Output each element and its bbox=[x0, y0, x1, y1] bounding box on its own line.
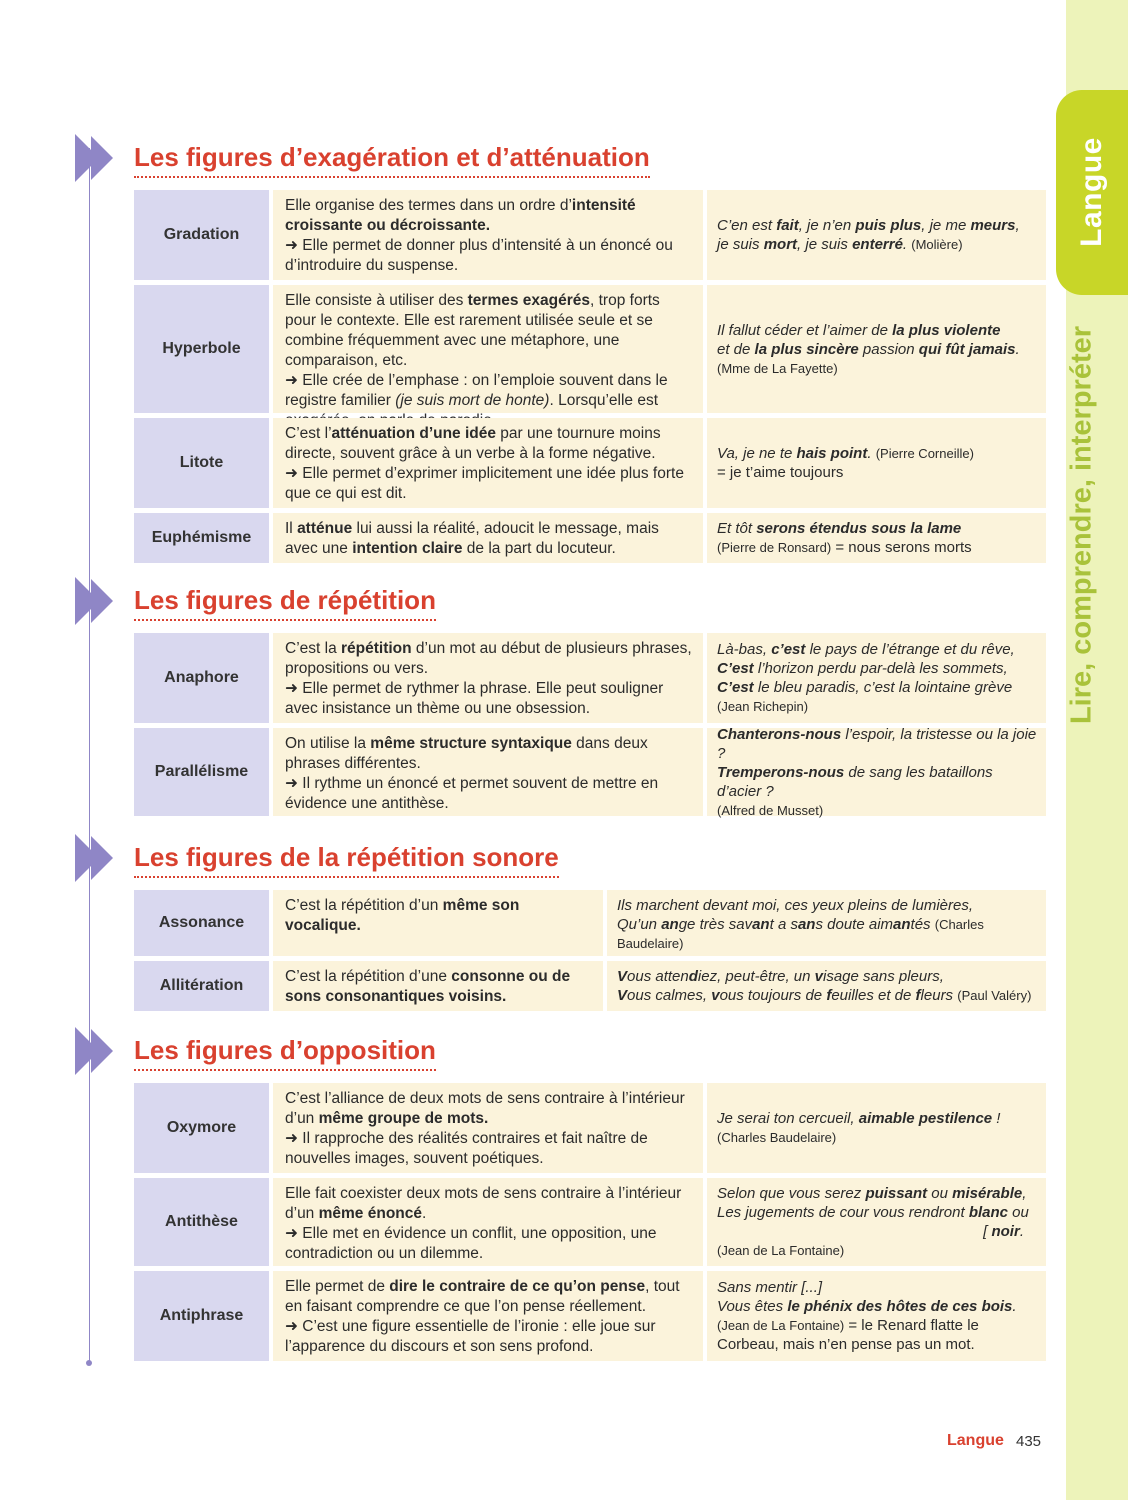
definition-text bbox=[285, 967, 593, 1007]
text-segment: C’est l’alliance de deux mots de sens contraire à l’intérieur d’un bbox=[285, 1090, 685, 1127]
text-segment: Ils marchent devant moi, ces yeux pleins de lumières, bbox=[617, 897, 973, 914]
text-line bbox=[717, 235, 1038, 254]
section-heading: Les figures d’exagération et d’atténuation bbox=[134, 142, 650, 178]
text-segment: C’est bbox=[717, 679, 754, 696]
text-segment: la plus violente bbox=[892, 321, 1001, 339]
text-line bbox=[285, 774, 693, 814]
text-segment: d’un mot au début de plusieurs phrases, propositions ou vers. bbox=[285, 640, 692, 677]
text-line bbox=[285, 236, 693, 276]
text-segment: (Mme de La Fayette) bbox=[717, 360, 838, 376]
text-segment: On utilise la bbox=[285, 735, 371, 752]
example-text bbox=[717, 216, 1038, 254]
text-line bbox=[717, 1278, 1038, 1297]
text-segment: (Jean de La Fontaine) bbox=[717, 1318, 845, 1333]
text-segment: an bbox=[893, 916, 911, 933]
text-segment: Elle fait coexister deux mots de sens contraire à l’intérieur d’un bbox=[285, 1185, 682, 1222]
text-line bbox=[285, 1089, 693, 1129]
text-line bbox=[285, 1129, 693, 1169]
text-line bbox=[617, 896, 1038, 915]
term-cell: Anaphore bbox=[134, 633, 269, 723]
text-segment: f bbox=[915, 987, 921, 1004]
text-segment: Vous êtes bbox=[717, 1298, 788, 1315]
text-segment: = le Renard flatte le Corbeau, mais n’en pense pas un mot. bbox=[717, 1317, 979, 1353]
text-segment: meurs bbox=[970, 217, 1016, 234]
text-line bbox=[717, 801, 1038, 820]
definition-cell bbox=[273, 513, 703, 563]
text-segment: dire le contraire de ce qu’on pense bbox=[389, 1278, 646, 1295]
text-segment: Il bbox=[285, 520, 298, 537]
example-cell bbox=[707, 190, 1046, 280]
text-line bbox=[717, 659, 1038, 678]
term-cell: Hyperbole bbox=[134, 285, 269, 413]
page-number: 435 bbox=[1016, 1433, 1042, 1450]
table-row bbox=[134, 1083, 1046, 1173]
term-cell: Parallélisme bbox=[134, 728, 269, 816]
text-segment: , bbox=[1022, 1185, 1027, 1202]
text-segment: Qu’un bbox=[617, 916, 662, 933]
term-cell: Antiphrase bbox=[134, 1271, 269, 1361]
example-text bbox=[617, 896, 1038, 953]
text-line bbox=[717, 678, 1038, 697]
term-cell: Gradation bbox=[134, 190, 269, 280]
text-line bbox=[717, 763, 1038, 801]
definition-text bbox=[285, 424, 693, 504]
text-segment: ➜ Il rapproche des réalités contraires et fait naître de nouvelles images, souvent poétiques. bbox=[285, 1130, 648, 1167]
text-line bbox=[617, 967, 1038, 986]
text-segment: ous toujours de bbox=[719, 987, 827, 1004]
text-segment: Va, je ne te bbox=[717, 445, 797, 462]
text-segment: (Pierre de Ronsard) bbox=[717, 540, 832, 555]
text-segment: ➜ Elle crée de l’emphase : on l’emploie souvent dans le registre familier bbox=[285, 372, 668, 409]
text-line bbox=[285, 967, 593, 1007]
text-segment: mort bbox=[763, 236, 798, 253]
text-line bbox=[717, 1241, 1038, 1260]
text-segment: noir bbox=[991, 1223, 1020, 1240]
example-text bbox=[717, 1278, 1038, 1354]
text-segment: v bbox=[814, 968, 823, 985]
text-line bbox=[285, 519, 693, 559]
example-cell bbox=[607, 890, 1046, 956]
chevron-right-icon bbox=[75, 134, 123, 182]
table-row bbox=[134, 890, 1046, 956]
definition-text bbox=[285, 196, 693, 276]
text-segment: , bbox=[1015, 217, 1020, 234]
text-segment: euilles et de bbox=[831, 987, 916, 1004]
text-segment: enterré bbox=[852, 236, 903, 253]
text-segment: an bbox=[797, 916, 816, 933]
text-segment: = nous serons morts bbox=[831, 539, 972, 556]
text-segment: répétition bbox=[341, 640, 412, 657]
text-segment: (Pierre Corneille) bbox=[875, 446, 974, 461]
text-segment: le phénix des hôtes de ces bois bbox=[787, 1298, 1013, 1315]
text-segment: . Lorsqu’elle est bbox=[549, 392, 659, 409]
text-segment: serons étendus sous la lame bbox=[756, 520, 962, 537]
text-segment: (Paul Valéry) bbox=[957, 988, 1032, 1003]
text-segment: , je n’en bbox=[798, 217, 856, 234]
text-segment: Elle consiste à utiliser des bbox=[285, 292, 468, 309]
term-cell: Oxymore bbox=[134, 1083, 269, 1173]
text-segment: . bbox=[422, 1205, 427, 1222]
text-segment: Je serai ton cercueil, bbox=[717, 1110, 859, 1127]
text-segment: par une tournure moins directe, souvent grâce à un verbe à la forme négative. bbox=[285, 425, 661, 462]
timeline-line bbox=[89, 148, 90, 1363]
sidebar-tab-langue[interactable] bbox=[1056, 90, 1128, 295]
text-line bbox=[285, 1277, 693, 1317]
text-segment: s doute aim bbox=[815, 916, 894, 933]
text-segment: puissant bbox=[865, 1185, 928, 1202]
text-segment: puis plus bbox=[855, 217, 922, 234]
text-segment: aimable pestilence bbox=[858, 1110, 993, 1127]
text-segment: C’est la répétition d’un bbox=[285, 897, 443, 914]
text-segment: de sang les bataillons d’acier ? bbox=[717, 763, 993, 800]
text-segment: (je suis mort de honte) bbox=[395, 392, 550, 409]
chevron-right-icon bbox=[75, 1027, 123, 1075]
section-heading: Les figures de la répétition sonore bbox=[134, 842, 559, 878]
text-segment: Il fallut céder et l’aimer de bbox=[717, 321, 893, 339]
text-segment: C’est la bbox=[285, 640, 341, 657]
term-cell: Assonance bbox=[134, 890, 269, 956]
text-segment: C’est bbox=[717, 660, 754, 677]
text-segment: même énoncé bbox=[318, 1205, 423, 1222]
text-segment: qui fût jamais bbox=[918, 340, 1016, 358]
text-segment: fait bbox=[776, 217, 799, 234]
text-line bbox=[285, 639, 693, 679]
text-segment: intention claire bbox=[352, 540, 463, 557]
table-row bbox=[134, 1178, 1046, 1266]
table-row bbox=[134, 1271, 1046, 1361]
definition-text bbox=[285, 1089, 693, 1169]
table-row bbox=[134, 513, 1046, 563]
footer-label: Langue bbox=[947, 1432, 1004, 1449]
text-segment: le bleu paradis, c’est la lointaine grève bbox=[753, 679, 1013, 696]
table-row bbox=[134, 725, 1046, 818]
definition-cell bbox=[273, 190, 703, 280]
text-segment: et de bbox=[717, 340, 755, 358]
sidebar-section-title: Lire, comprendre, interpréter bbox=[1065, 325, 1098, 725]
text-segment: ge très sav bbox=[678, 916, 753, 933]
text-segment: . bbox=[867, 445, 876, 462]
example-cell bbox=[707, 633, 1046, 723]
example-text bbox=[717, 321, 1038, 378]
definition-cell bbox=[273, 1178, 703, 1266]
definition-cell bbox=[273, 961, 603, 1011]
table-row bbox=[134, 285, 1046, 413]
text-line bbox=[717, 640, 1038, 659]
figures-table bbox=[134, 890, 1046, 1011]
text-line bbox=[717, 321, 1038, 340]
text-segment: tés bbox=[910, 916, 935, 933]
definition-text bbox=[285, 734, 693, 814]
text-segment: Selon que vous serez bbox=[717, 1185, 866, 1202]
text-line bbox=[285, 196, 693, 236]
text-segment: = je t’aime toujours bbox=[717, 464, 844, 481]
definition-cell bbox=[273, 633, 703, 723]
text-segment: atténue bbox=[297, 520, 353, 537]
text-segment: ➜ C’est une figure essentielle de l’ironie : elle joue sur l’apparence du discours et son sens profond. bbox=[285, 1318, 656, 1355]
text-line bbox=[717, 725, 1038, 763]
text-line bbox=[717, 519, 1038, 538]
text-segment: (Alfred de Musset) bbox=[717, 802, 824, 818]
chevron-right-icon bbox=[75, 577, 123, 625]
text-line bbox=[717, 538, 1038, 557]
example-text bbox=[717, 444, 1038, 482]
text-segment: (Jean de La Fontaine) bbox=[717, 1243, 845, 1258]
text-segment: l’espoir, la tristesse ou la joie ? bbox=[717, 725, 1037, 762]
text-line bbox=[285, 734, 693, 774]
example-cell bbox=[707, 513, 1046, 563]
text-segment: C’est la répétition d’une bbox=[285, 968, 452, 985]
text-segment: intensité croissante ou décroissante. bbox=[285, 197, 636, 234]
definition-cell bbox=[273, 418, 703, 508]
definition-text bbox=[285, 896, 593, 936]
example-text bbox=[717, 640, 1038, 716]
example-cell bbox=[707, 285, 1046, 413]
text-segment: t a s bbox=[769, 916, 798, 933]
text-segment: . bbox=[1019, 1223, 1024, 1240]
text-segment: V bbox=[617, 987, 628, 1004]
text-line bbox=[717, 1203, 1038, 1222]
text-segment: C’en est bbox=[717, 217, 777, 234]
term-cell: Antithèse bbox=[134, 1178, 269, 1266]
text-segment: de la part du locuteur. bbox=[462, 540, 616, 557]
text-segment: Les jugements de cour vous rendront bbox=[717, 1204, 969, 1221]
text-segment: ou bbox=[927, 1185, 953, 1202]
example-text bbox=[717, 725, 1038, 820]
text-segment: Elle organise des termes dans un ordre d’ bbox=[285, 197, 572, 214]
text-line bbox=[617, 915, 1038, 953]
text-segment: Elle permet de bbox=[285, 1278, 390, 1295]
text-segment: isage sans pleurs, bbox=[822, 968, 944, 985]
table-row bbox=[134, 418, 1046, 508]
text-line bbox=[717, 1297, 1038, 1316]
figures-table bbox=[134, 190, 1046, 563]
text-line bbox=[285, 464, 693, 504]
example-cell bbox=[607, 961, 1046, 1011]
definition-cell bbox=[273, 1083, 703, 1173]
example-text bbox=[717, 1184, 1038, 1260]
text-segment: l’horizon perdu par-delà les sommets, bbox=[753, 660, 1008, 677]
definition-text bbox=[285, 519, 693, 559]
definition-cell bbox=[273, 1271, 703, 1361]
text-segment: je suis bbox=[717, 236, 764, 253]
text-segment: ➜ Elle permet d’exprimer implicitement une idée plus forte que ce qui est dit. bbox=[285, 465, 684, 502]
example-text bbox=[617, 967, 1038, 1005]
text-segment: ➜ Elle permet de rythmer la phrase. Elle peut souligner avec insistance un thème ou une obsession. bbox=[285, 680, 664, 717]
text-segment: f bbox=[826, 987, 832, 1004]
text-segment: termes exagérés bbox=[467, 292, 591, 309]
text-line bbox=[717, 463, 1038, 482]
text-segment: passion bbox=[858, 340, 919, 358]
text-segment: leurs bbox=[920, 987, 958, 1004]
text-segment: misérable bbox=[952, 1185, 1023, 1202]
table-row bbox=[134, 190, 1046, 280]
text-segment: Sans mentir [...] bbox=[717, 1279, 823, 1296]
example-cell bbox=[707, 418, 1046, 508]
chevron-right-icon bbox=[75, 834, 123, 882]
text-segment: ➜ Il rythme un énoncé et permet souvent de mettre en évidence une antithèse. bbox=[285, 775, 659, 812]
definition-text bbox=[285, 291, 693, 431]
text-segment: blanc bbox=[968, 1204, 1009, 1221]
text-line bbox=[717, 359, 1038, 378]
example-cell bbox=[707, 1178, 1046, 1266]
example-cell bbox=[707, 1271, 1046, 1361]
term-cell: Litote bbox=[134, 418, 269, 508]
timeline-end-dot bbox=[86, 1360, 92, 1366]
text-segment: ! bbox=[992, 1110, 1001, 1127]
text-line bbox=[285, 291, 693, 371]
text-segment: an bbox=[661, 916, 679, 933]
text-segment: [ bbox=[983, 1223, 992, 1240]
text-segment: . bbox=[1015, 340, 1020, 358]
text-segment: ➜ Elle permet de donner plus d’intensité à un énoncé ou d’introduire du suspense. bbox=[285, 237, 673, 274]
text-segment: an bbox=[752, 916, 770, 933]
text-segment: consonne ou de sons consonantiques voisins. bbox=[285, 968, 571, 1005]
text-segment: ous calmes, bbox=[627, 987, 712, 1004]
text-line bbox=[285, 896, 593, 936]
text-segment: v bbox=[711, 987, 720, 1004]
definition-text bbox=[285, 1184, 693, 1264]
definition-text bbox=[285, 1277, 693, 1357]
table-row bbox=[134, 961, 1046, 1011]
text-segment: Tremperons-nous bbox=[717, 763, 845, 781]
text-line bbox=[285, 679, 693, 719]
text-line bbox=[285, 424, 693, 464]
text-segment: d bbox=[688, 968, 698, 985]
text-segment: (Charles Baudelaire) bbox=[617, 917, 984, 951]
figures-table bbox=[134, 1083, 1046, 1361]
example-cell bbox=[707, 725, 1046, 818]
text-segment: atténuation d’une idée bbox=[331, 425, 496, 442]
text-segment: hais point bbox=[796, 445, 868, 462]
text-segment: , je me bbox=[921, 217, 971, 234]
sidebar-tab-label: Langue bbox=[1075, 137, 1108, 247]
text-segment: c’est bbox=[771, 641, 806, 658]
table-row bbox=[134, 633, 1046, 723]
text-line bbox=[285, 1317, 693, 1357]
section-heading: Les figures d’opposition bbox=[134, 1035, 436, 1071]
text-line bbox=[717, 1316, 1038, 1354]
text-segment: , trop forts pour le contexte. Elle est rarement utilisée seule et se combine fréquemment avec une métaphore, une comparaison, etc. bbox=[285, 292, 660, 369]
example-text bbox=[717, 519, 1038, 557]
text-segment: la plus sincère bbox=[754, 340, 859, 358]
text-line bbox=[717, 1109, 1038, 1147]
text-segment: , tout en faisant comprendre ce que l’on pense réellement. bbox=[285, 1278, 680, 1315]
definition-cell bbox=[273, 728, 703, 816]
term-cell: Euphémisme bbox=[134, 513, 269, 563]
text-segment: (Charles Baudelaire) bbox=[717, 1130, 837, 1145]
text-line bbox=[717, 1184, 1038, 1203]
section-heading: Les figures de répétition bbox=[134, 585, 436, 621]
text-segment: ous atten bbox=[627, 968, 689, 985]
figures-table bbox=[134, 633, 1046, 816]
text-line bbox=[717, 340, 1038, 359]
text-segment: dans deux phrases différentes. bbox=[285, 735, 648, 772]
text-segment: le pays de l’étrange et du rêve, bbox=[805, 641, 1015, 658]
definition-cell bbox=[273, 285, 703, 413]
text-segment: même structure syntaxique bbox=[370, 735, 572, 752]
text-segment: (Jean Richepin) bbox=[717, 699, 809, 714]
example-cell bbox=[707, 1083, 1046, 1173]
text-segment: lui aussi la réalité, adoucit le message, mais avec une bbox=[285, 520, 659, 557]
term-cell: Allitération bbox=[134, 961, 269, 1011]
text-segment: Et tôt bbox=[717, 520, 757, 537]
definition-text bbox=[285, 639, 693, 719]
text-segment: iez, peut-être, un bbox=[697, 968, 815, 985]
text-segment: ou bbox=[1008, 1204, 1029, 1221]
text-line bbox=[717, 216, 1038, 235]
text-segment: même son vocalique. bbox=[285, 897, 520, 934]
text-segment: V bbox=[617, 968, 628, 985]
text-line bbox=[717, 444, 1038, 463]
text-segment: . bbox=[902, 236, 912, 253]
text-segment: . bbox=[1012, 1298, 1017, 1315]
text-segment: Là-bas, bbox=[717, 641, 772, 658]
text-line bbox=[717, 697, 1038, 716]
text-segment: C’est l’ bbox=[285, 425, 332, 442]
text-line bbox=[717, 1222, 1038, 1241]
text-segment: (Molière) bbox=[911, 237, 963, 252]
text-segment: ➜ Elle met en évidence un conflit, une opposition, une contradiction ou un dilemme. bbox=[285, 1225, 657, 1262]
text-segment: , je suis bbox=[797, 236, 853, 253]
text-segment: même groupe de mots. bbox=[318, 1110, 489, 1127]
text-line bbox=[285, 1184, 693, 1224]
text-line bbox=[617, 986, 1038, 1005]
text-line bbox=[285, 1224, 693, 1264]
definition-cell bbox=[273, 890, 603, 956]
text-segment: Chanterons-nous bbox=[717, 725, 842, 743]
example-text bbox=[717, 1109, 1038, 1147]
